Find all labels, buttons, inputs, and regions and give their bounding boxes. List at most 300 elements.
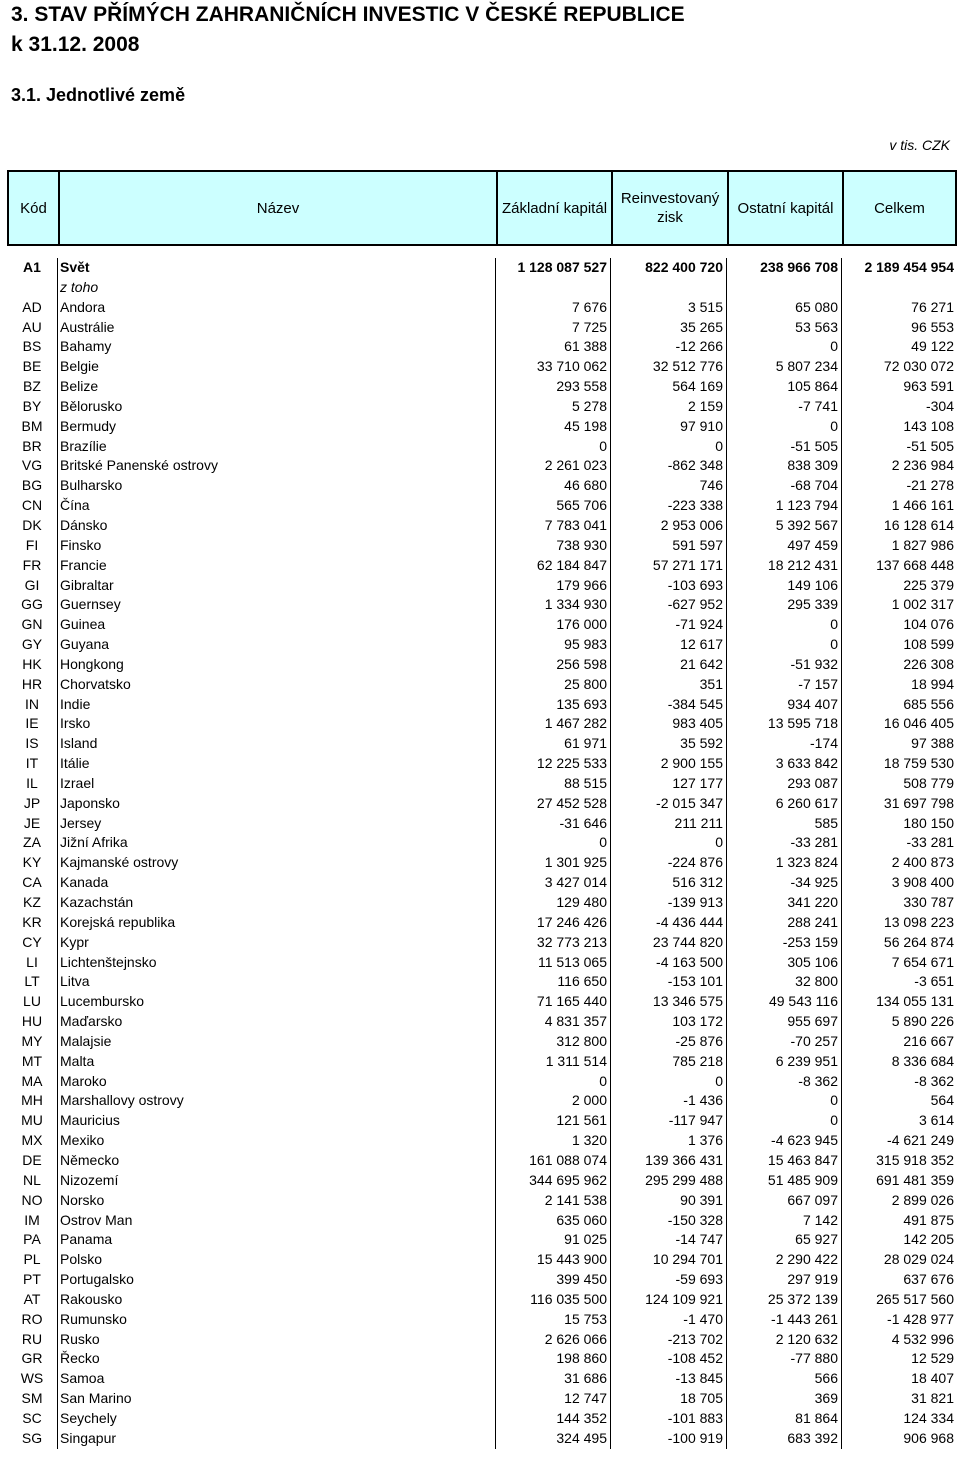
row-code: LI xyxy=(26,953,38,970)
row-reinvested-profit: -4 436 444 xyxy=(656,913,723,930)
row-reinvested-profit: -627 952 xyxy=(667,596,723,613)
row-name: San Marino xyxy=(60,1390,132,1407)
row-code: BM xyxy=(21,417,43,434)
row-reinvested-profit: 0 xyxy=(715,1072,723,1089)
row-name: Jižní Afrika xyxy=(60,834,128,851)
row-reinvested-profit: -100 919 xyxy=(667,1429,723,1446)
row-name: Belgie xyxy=(60,358,99,375)
row-name: Čína xyxy=(60,497,90,514)
row-other-capital: 18 212 431 xyxy=(767,556,838,573)
row-base-capital: 565 706 xyxy=(556,497,607,514)
row-base-capital: 2 141 538 xyxy=(544,1191,607,1208)
page-title: 3. STAV PŘÍMÝCH ZAHRANIČNÍCH INVESTIC V ČESKÉ REPUBLICE xyxy=(11,3,685,26)
row-other-capital: 293 087 xyxy=(787,774,838,791)
row-reinvested-profit: 0 xyxy=(715,834,723,851)
row-base-capital: 32 773 213 xyxy=(536,933,607,950)
row-other-capital: 341 220 xyxy=(787,894,838,910)
row-total: 13 098 223 xyxy=(883,913,954,930)
row-other-capital: -7 157 xyxy=(798,675,838,692)
row-base-capital: 71 165 440 xyxy=(536,993,607,1010)
row-reinvested-profit: -223 338 xyxy=(667,497,723,514)
row-total: -33 281 xyxy=(906,834,954,851)
row-base-capital: 129 480 xyxy=(556,894,607,910)
row-base-capital: 17 246 426 xyxy=(536,913,607,930)
row-code: WS xyxy=(20,1370,44,1387)
header-other-capital: Ostatní kapitál xyxy=(727,172,842,244)
table-row xyxy=(7,397,957,417)
row-reinvested-profit: 124 109 921 xyxy=(645,1290,723,1307)
row-code: GY xyxy=(21,636,43,653)
row-code: MU xyxy=(21,1112,43,1129)
row-other-capital: 3 633 842 xyxy=(775,755,838,772)
row-base-capital: 135 693 xyxy=(556,695,607,712)
row-code: IT xyxy=(25,755,39,772)
row-total: 16 046 405 xyxy=(883,715,954,732)
row-other-capital: 0 xyxy=(830,417,838,434)
table-header xyxy=(7,170,957,246)
row-name: Panama xyxy=(60,1231,113,1248)
row-reinvested-profit: 591 597 xyxy=(672,536,723,553)
row-name: Norsko xyxy=(60,1191,105,1208)
table-row xyxy=(7,337,957,357)
row-name: Bělorusko xyxy=(60,397,123,414)
row-reinvested-profit: 785 218 xyxy=(672,1052,723,1069)
row-code: JE xyxy=(23,814,41,831)
row-other-capital: -51 932 xyxy=(790,655,838,672)
row-code: BE xyxy=(22,358,42,375)
table-row xyxy=(7,754,957,774)
row-other-capital: -77 880 xyxy=(790,1350,838,1367)
row-base-capital: 7 783 041 xyxy=(544,516,607,533)
row-code: IL xyxy=(26,774,38,791)
row-reinvested-profit: 211 211 xyxy=(674,814,723,831)
row-total: 97 388 xyxy=(911,735,954,752)
row-reinvested-profit: -153 101 xyxy=(667,973,723,990)
header-total: Celkem xyxy=(842,172,955,244)
row-base-capital: 27 452 528 xyxy=(536,794,607,811)
row-name: Guinea xyxy=(60,616,106,633)
row-total: 49 122 xyxy=(911,338,954,355)
row-name: Irsko xyxy=(60,715,91,732)
row-base-capital: 88 515 xyxy=(564,774,607,791)
row-code: CN xyxy=(21,497,43,514)
table-row xyxy=(7,1091,957,1111)
row-name: Bermudy xyxy=(60,417,117,434)
row-code: SM xyxy=(21,1390,43,1407)
row-base-capital: 4 831 357 xyxy=(544,1013,607,1030)
row-total: 2 899 026 xyxy=(891,1191,954,1208)
row-name: Marshallovy ostrovy xyxy=(60,1092,184,1109)
row-name: Korejská republika xyxy=(60,913,176,930)
unit-label: v tis. CZK xyxy=(889,137,950,153)
row-code: KY xyxy=(22,854,42,871)
table-row xyxy=(7,794,957,814)
row-total: -21 278 xyxy=(906,477,954,494)
row-base-capital: 12 747 xyxy=(564,1390,607,1407)
row-base-capital: 312 800 xyxy=(556,1032,607,1049)
row-reinvested-profit: 103 172 xyxy=(672,1013,723,1030)
table-row xyxy=(7,1012,957,1032)
row-reinvested-profit: 746 xyxy=(699,477,723,494)
table-row xyxy=(7,1369,957,1389)
row-code: NO xyxy=(21,1191,43,1208)
table-row xyxy=(7,714,957,734)
header-name: Název xyxy=(58,172,496,244)
row-reinvested-profit: 90 391 xyxy=(680,1191,723,1208)
row-total: 491 875 xyxy=(903,1211,954,1228)
row-reinvested-profit: 2 900 155 xyxy=(660,755,723,772)
row-base-capital: 2 000 xyxy=(571,1092,607,1109)
row-base-capital: 161 088 074 xyxy=(529,1151,607,1168)
row-base-capital: 15 443 900 xyxy=(536,1251,607,1268)
row-reinvested-profit: -13 845 xyxy=(675,1370,723,1387)
row-other-capital: 667 097 xyxy=(787,1191,838,1208)
row-base-capital: 738 930 xyxy=(556,536,607,553)
table-row xyxy=(7,695,957,715)
row-code: JP xyxy=(23,794,41,811)
row-name: Francie xyxy=(60,556,107,573)
table-row xyxy=(7,556,957,576)
table-row xyxy=(7,417,957,437)
row-name: Nizozemí xyxy=(60,1171,119,1188)
row-reinvested-profit: -103 693 xyxy=(667,576,723,593)
row-base-capital: 3 427 014 xyxy=(544,874,607,891)
row-total: 265 517 560 xyxy=(876,1290,954,1307)
row-reinvested-profit: 35 265 xyxy=(680,318,723,335)
row-total: 28 029 024 xyxy=(883,1251,954,1268)
row-other-capital: 81 864 xyxy=(795,1409,838,1426)
row-reinvested-profit: 0 xyxy=(715,437,723,454)
row-code: IE xyxy=(25,715,39,732)
row-name: Kanada xyxy=(60,874,109,891)
row-name: Hongkong xyxy=(60,655,124,672)
row-other-capital: 13 595 718 xyxy=(767,715,838,732)
row-base-capital: 46 680 xyxy=(564,477,607,494)
row-base-capital: 45 198 xyxy=(564,417,607,434)
row-code: MT xyxy=(21,1052,43,1069)
row-name: Lichtenštejnsko xyxy=(60,953,157,970)
row-reinvested-profit: 1 376 xyxy=(687,1132,723,1149)
row-reinvested-profit: -59 693 xyxy=(675,1271,723,1288)
row-name: Řecko xyxy=(60,1350,100,1367)
row-other-capital: 585 xyxy=(814,814,838,831)
row-total: 134 055 131 xyxy=(876,993,954,1010)
row-other-capital: 6 239 951 xyxy=(775,1052,838,1069)
row-other-capital: 65 927 xyxy=(795,1231,838,1248)
table-row xyxy=(7,1409,957,1429)
row-name: Brazílie xyxy=(60,437,107,454)
row-name: Kypr xyxy=(60,933,89,950)
row-reinvested-profit: 18 705 xyxy=(680,1390,723,1407)
row-base-capital: 33 710 062 xyxy=(536,358,607,375)
row-code: SC xyxy=(22,1409,42,1426)
page-title-date: k 31.12. 2008 xyxy=(11,33,140,56)
row-other-capital: 295 339 xyxy=(787,596,838,613)
row-other-capital: -1 443 261 xyxy=(771,1310,838,1327)
row-other-capital: -51 505 xyxy=(790,437,838,454)
table-row xyxy=(7,357,957,377)
row-reinvested-profit: -384 545 xyxy=(667,695,723,712)
row-reinvested-profit: 822 400 720 xyxy=(645,259,723,275)
row-base-capital: 198 860 xyxy=(556,1350,607,1367)
row-other-capital: 0 xyxy=(830,1092,838,1109)
row-total: 142 205 xyxy=(903,1231,954,1248)
row-code: AD xyxy=(22,298,42,315)
row-base-capital: 116 035 500 xyxy=(530,1290,607,1307)
row-base-capital: 62 184 847 xyxy=(536,556,607,573)
row-name: Itálie xyxy=(60,755,90,772)
row-code: CA xyxy=(22,874,42,891)
row-total: -4 621 249 xyxy=(887,1132,954,1149)
row-name: Gibraltar xyxy=(60,576,114,593)
row-reinvested-profit: 2 953 006 xyxy=(660,516,723,533)
table-row xyxy=(7,655,957,675)
row-code: PA xyxy=(23,1231,41,1248)
row-name: Guyana xyxy=(60,636,110,653)
table-row xyxy=(7,1310,957,1330)
row-total: 226 308 xyxy=(903,655,954,672)
row-name: Guernsey xyxy=(60,596,121,613)
row-total: 8 336 684 xyxy=(891,1052,954,1069)
row-other-capital: 0 xyxy=(830,1112,838,1129)
row-other-capital: 683 392 xyxy=(787,1429,838,1446)
row-base-capital: 0 xyxy=(599,834,607,851)
row-name: Dánsko xyxy=(60,516,108,533)
row-code: PT xyxy=(23,1271,41,1288)
row-reinvested-profit: 57 271 171 xyxy=(652,556,723,573)
row-base-capital: 344 695 962 xyxy=(529,1171,607,1188)
row-base-capital: 11 513 065 xyxy=(537,953,607,970)
row-name: Bulharsko xyxy=(60,477,123,494)
row-reinvested-profit: 13 346 575 xyxy=(652,993,723,1010)
row-other-capital: -253 159 xyxy=(782,933,838,950)
table-row xyxy=(7,456,957,476)
row-reinvested-profit: 97 910 xyxy=(680,417,723,434)
row-reinvested-profit: 983 405 xyxy=(672,715,723,732)
row-total: 104 076 xyxy=(903,616,954,633)
row-base-capital: 91 025 xyxy=(564,1231,607,1248)
table-row xyxy=(7,576,957,596)
table-row xyxy=(7,1151,957,1171)
table-row xyxy=(7,873,957,893)
row-code: SG xyxy=(21,1429,43,1446)
row-name: Polsko xyxy=(60,1251,103,1268)
row-code: LT xyxy=(24,973,40,990)
row-base-capital: 0 xyxy=(599,1072,607,1089)
row-other-capital: -4 623 945 xyxy=(771,1132,838,1149)
row-code: LU xyxy=(23,993,41,1010)
table-row xyxy=(7,1111,957,1131)
row-code: RU xyxy=(21,1330,43,1347)
table-body xyxy=(7,258,957,1449)
row-reinvested-profit: -150 328 xyxy=(667,1211,723,1228)
row-code: HK xyxy=(22,655,42,672)
row-code: BY xyxy=(22,397,42,414)
row-name: z toho xyxy=(60,278,99,295)
row-reinvested-profit: -71 924 xyxy=(675,616,723,633)
row-code: BR xyxy=(22,437,42,454)
row-total: 315 918 352 xyxy=(876,1151,954,1168)
row-reinvested-profit: 139 366 431 xyxy=(645,1151,723,1168)
row-code: MH xyxy=(21,1092,43,1109)
row-total: 508 779 xyxy=(903,774,954,791)
row-base-capital: 1 301 925 xyxy=(544,854,607,871)
row-reinvested-profit: 32 512 776 xyxy=(652,358,723,375)
row-total xyxy=(842,278,957,298)
row-reinvested-profit: 127 177 xyxy=(672,774,723,791)
row-total: 1 466 161 xyxy=(891,497,954,514)
row-other-capital: 65 080 xyxy=(795,298,838,315)
row-total: 96 553 xyxy=(911,318,954,335)
table-row xyxy=(7,377,957,397)
row-name: Portugalsko xyxy=(60,1271,134,1288)
row-name: Rakousko xyxy=(60,1290,123,1307)
table-row xyxy=(7,853,957,873)
row-name: Lucembursko xyxy=(60,993,145,1010)
table-row xyxy=(7,933,957,953)
row-reinvested-profit: -4 163 500 xyxy=(656,953,723,970)
row-other-capital: 53 563 xyxy=(795,318,838,335)
row-name: Chorvatsko xyxy=(60,675,131,692)
row-other-capital xyxy=(727,278,841,298)
row-name: Rusko xyxy=(60,1330,100,1347)
row-name: Malta xyxy=(60,1052,95,1069)
table-row xyxy=(7,893,957,913)
table-row xyxy=(7,953,957,973)
row-base-capital: 635 060 xyxy=(556,1211,607,1228)
row-total: -304 xyxy=(925,397,954,414)
table-row xyxy=(7,1171,957,1191)
row-total: 16 128 614 xyxy=(883,516,954,533)
table-row xyxy=(7,318,957,338)
row-reinvested-profit: -224 876 xyxy=(667,854,723,871)
row-base-capital: 1 320 xyxy=(571,1132,607,1149)
table-row xyxy=(7,476,957,496)
row-code: IN xyxy=(25,695,39,712)
row-base-capital: -31 646 xyxy=(559,814,607,831)
table-row xyxy=(7,1131,957,1151)
row-name: Kajmanské ostrovy xyxy=(60,854,179,871)
row-name: Belize xyxy=(60,378,99,395)
row-other-capital: 105 864 xyxy=(787,378,838,395)
row-name: Indie xyxy=(60,695,91,712)
table-row xyxy=(7,814,957,834)
row-name: Austrálie xyxy=(60,318,115,335)
row-total: 18 994 xyxy=(911,675,954,692)
row-base-capital: 1 334 930 xyxy=(544,596,607,613)
row-total: 31 697 798 xyxy=(883,794,954,811)
row-total: 12 529 xyxy=(911,1350,954,1367)
row-code: GG xyxy=(21,596,43,613)
table-row xyxy=(7,1290,957,1310)
row-other-capital: 369 xyxy=(814,1390,838,1407)
table-row xyxy=(7,278,957,298)
row-base-capital: 2 626 066 xyxy=(544,1330,607,1347)
row-code: HR xyxy=(21,675,43,692)
row-code: AT xyxy=(23,1290,41,1307)
row-reinvested-profit: 564 169 xyxy=(672,378,723,395)
row-base-capital: 2 261 023 xyxy=(544,457,607,474)
row-other-capital: 49 543 116 xyxy=(768,993,838,1010)
row-code: BZ xyxy=(23,378,41,395)
row-total: 3 908 400 xyxy=(891,874,954,891)
row-name: Island xyxy=(60,735,98,752)
row-reinvested-profit: 35 592 xyxy=(680,735,723,752)
row-other-capital: -33 281 xyxy=(790,834,838,851)
row-total: -1 428 977 xyxy=(887,1310,954,1327)
row-total: 1 002 317 xyxy=(891,596,954,613)
row-other-capital: 0 xyxy=(830,338,838,355)
row-total: 5 890 226 xyxy=(891,1013,954,1030)
row-code: CY xyxy=(22,933,42,950)
row-total: -8 362 xyxy=(914,1072,954,1089)
row-name: Jersey xyxy=(60,814,102,831)
row-name: Samoa xyxy=(60,1370,105,1387)
row-base-capital: 7 676 xyxy=(571,298,607,315)
row-base-capital: 12 225 533 xyxy=(536,755,607,772)
row-other-capital: 5 392 567 xyxy=(775,516,838,533)
row-code: GI xyxy=(24,576,40,593)
row-total: 31 821 xyxy=(911,1390,954,1407)
row-other-capital: 238 966 708 xyxy=(760,259,838,275)
row-base-capital: 5 278 xyxy=(571,397,607,414)
row-reinvested-profit: -25 876 xyxy=(675,1032,723,1049)
row-total: 72 030 072 xyxy=(883,358,954,375)
row-code: KZ xyxy=(23,894,41,910)
row-code: KR xyxy=(22,913,42,930)
header-reinvested-profit: Reinvestovaný zisk xyxy=(611,172,727,244)
row-name: Kazachstán xyxy=(60,894,134,910)
row-total: 906 968 xyxy=(903,1429,954,1446)
row-other-capital: 7 142 xyxy=(802,1211,838,1228)
row-code: DK xyxy=(22,516,42,533)
row-total: 3 614 xyxy=(918,1112,954,1129)
table-row xyxy=(7,1389,957,1409)
row-other-capital: 1 323 824 xyxy=(775,854,838,871)
row-reinvested-profit: 3 515 xyxy=(687,298,723,315)
row-total: 637 676 xyxy=(903,1271,954,1288)
row-code: NL xyxy=(23,1171,41,1188)
row-name: Mexiko xyxy=(60,1132,105,1149)
table-row xyxy=(7,258,957,278)
row-name: Německo xyxy=(60,1151,120,1168)
row-base-capital: 256 598 xyxy=(556,655,607,672)
row-total: 18 759 530 xyxy=(883,755,954,772)
table-row xyxy=(7,437,957,457)
row-reinvested-profit: -117 947 xyxy=(668,1112,723,1129)
row-reinvested-profit: -12 266 xyxy=(675,338,723,355)
row-code: RO xyxy=(21,1310,43,1327)
row-base-capital: 95 983 xyxy=(564,636,607,653)
row-code: ZA xyxy=(23,834,41,851)
row-name: Finsko xyxy=(60,536,102,553)
row-other-capital: 566 xyxy=(814,1370,838,1387)
row-other-capital: 497 459 xyxy=(787,536,838,553)
table-row xyxy=(7,1211,957,1231)
row-other-capital: -8 362 xyxy=(798,1072,838,1089)
row-base-capital: 399 450 xyxy=(556,1271,607,1288)
row-base-capital: 179 966 xyxy=(556,576,607,593)
row-code: PL xyxy=(23,1251,41,1268)
row-name: Rumunsko xyxy=(60,1310,127,1327)
row-base-capital: 61 388 xyxy=(564,338,607,355)
row-reinvested-profit: -2 015 347 xyxy=(656,794,723,811)
table-row xyxy=(7,595,957,615)
row-base-capital: 15 753 xyxy=(564,1310,607,1327)
row-total: 2 236 984 xyxy=(891,457,954,474)
row-total: 180 150 xyxy=(903,814,954,831)
row-total: -51 505 xyxy=(906,437,954,454)
